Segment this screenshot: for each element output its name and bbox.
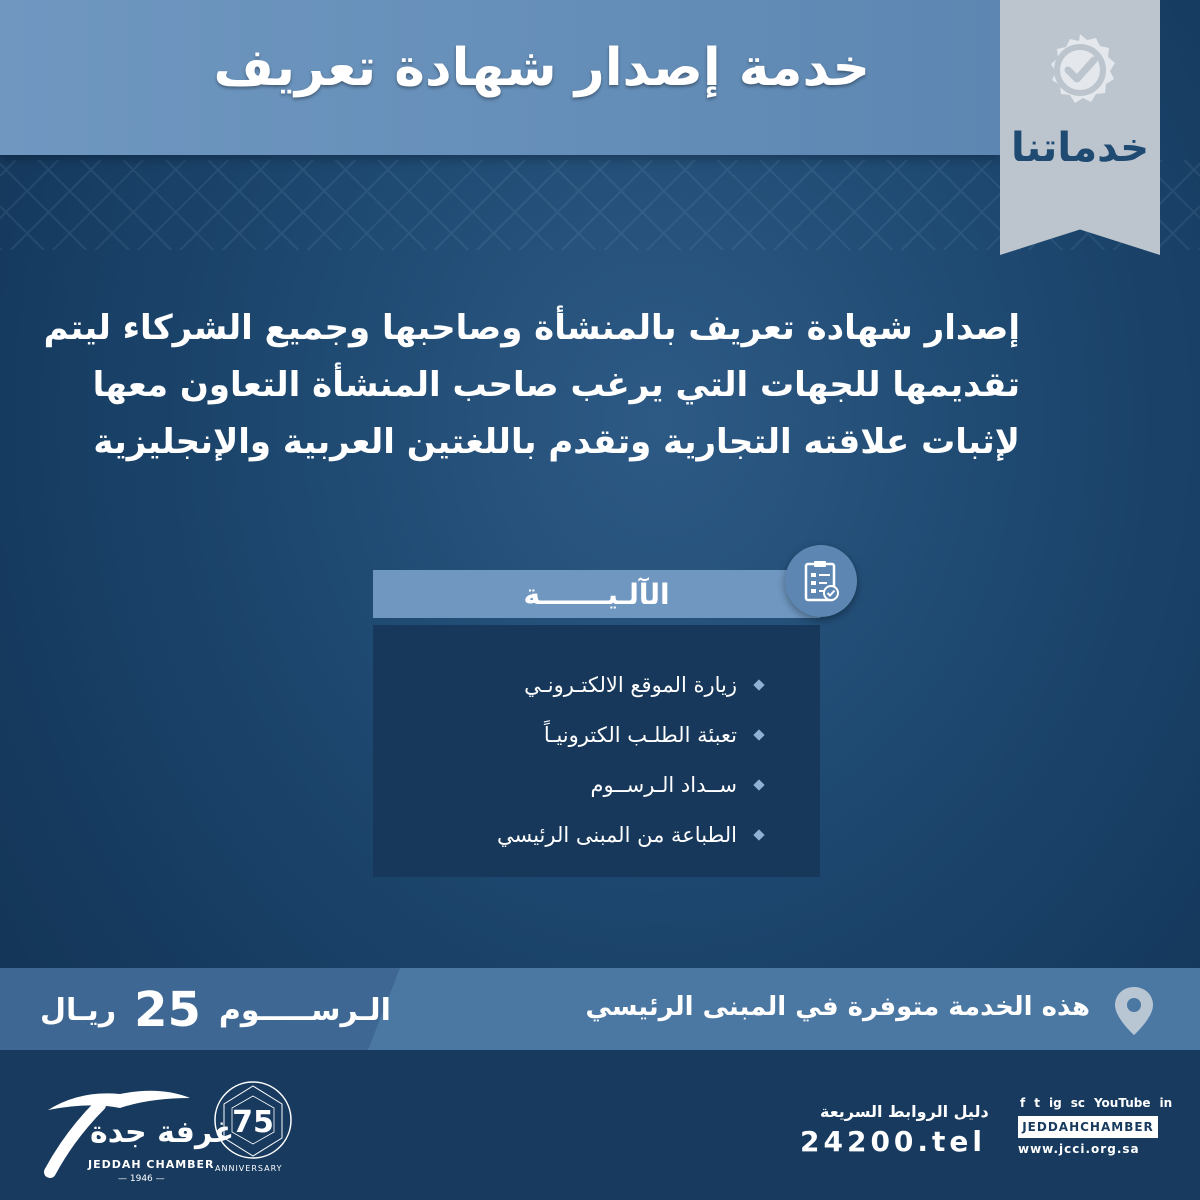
list-item: الطباعة من المبنى الرئيسي: [373, 810, 763, 860]
services-label: خدماتنا: [1010, 125, 1150, 171]
diamond-bullet-icon: [753, 729, 764, 740]
linkedin-icon[interactable]: in: [1159, 1096, 1173, 1110]
snapchat-icon[interactable]: sc: [1070, 1096, 1085, 1110]
svg-text:75: 75: [232, 1105, 274, 1140]
service-description: [43, 300, 1020, 471]
fee-amount: 25: [134, 982, 201, 1038]
list-item: ســداد الـرســوم: [373, 760, 763, 810]
diamond-bullet-icon: [753, 679, 764, 690]
jeddah-chamber-logo-year: — 1946 —: [118, 1174, 165, 1184]
quick-links-label: دليل الروابط السريعة: [820, 1102, 989, 1121]
anniversary-75-icon: [212, 1078, 294, 1168]
mechanism-steps: [373, 660, 763, 860]
quick-links-tel[interactable]: 24200.tel: [800, 1125, 987, 1158]
mechanism-header: [373, 570, 820, 618]
social-icons: [1020, 1096, 1173, 1110]
fee-info: [40, 980, 391, 1040]
jeddah-chamber-logo-english: JEDDAH CHAMBER: [88, 1158, 215, 1171]
list-item: تعبئة الطلـب الكترونيـاً: [373, 710, 763, 760]
social-handle: JEDDAHCHAMBER: [1018, 1116, 1158, 1138]
anniversary-caption: ANNIVERSARY: [215, 1164, 283, 1173]
diamond-bullet-icon: [753, 779, 764, 790]
location-pin-icon: [1110, 985, 1158, 1037]
youtube-icon[interactable]: YouTube: [1093, 1096, 1151, 1110]
description-line: إصدار شهادة تعريف بالمنشأة وصاحبها وجميع الشركاء ليتم: [43, 308, 1020, 348]
fee-currency: ريـال: [40, 992, 117, 1028]
page-title: خدمة إصدار شهادة تعريف: [213, 38, 870, 98]
description-line: لإثبات علاقته التجارية وتقدم باللغتين العربية والإنجليزية: [93, 422, 1020, 462]
list-item: زيارة الموقع الالكتـرونـي: [373, 660, 763, 710]
availability-text: هذه الخدمة متوفرة في المبنى الرئيسي: [585, 992, 1090, 1022]
facebook-icon[interactable]: f: [1020, 1096, 1026, 1110]
website-link[interactable]: www.jcci.org.sa: [1018, 1142, 1140, 1156]
check-badge-icon: [1040, 30, 1120, 110]
instagram-icon[interactable]: ig: [1048, 1096, 1062, 1110]
jeddah-chamber-logo-arabic: غرفة جدة: [90, 1115, 235, 1150]
diamond-bullet-icon: [753, 829, 764, 840]
twitter-icon[interactable]: t: [1034, 1096, 1040, 1110]
fee-label: الـرســـــوم: [218, 992, 391, 1028]
description-line: تقديمها للجهات التي يرغب صاحب المنشأة التعاون معها: [92, 365, 1020, 405]
mechanism-title: الآلـيـــــــة: [523, 578, 670, 611]
clipboard-check-icon: [785, 545, 857, 617]
